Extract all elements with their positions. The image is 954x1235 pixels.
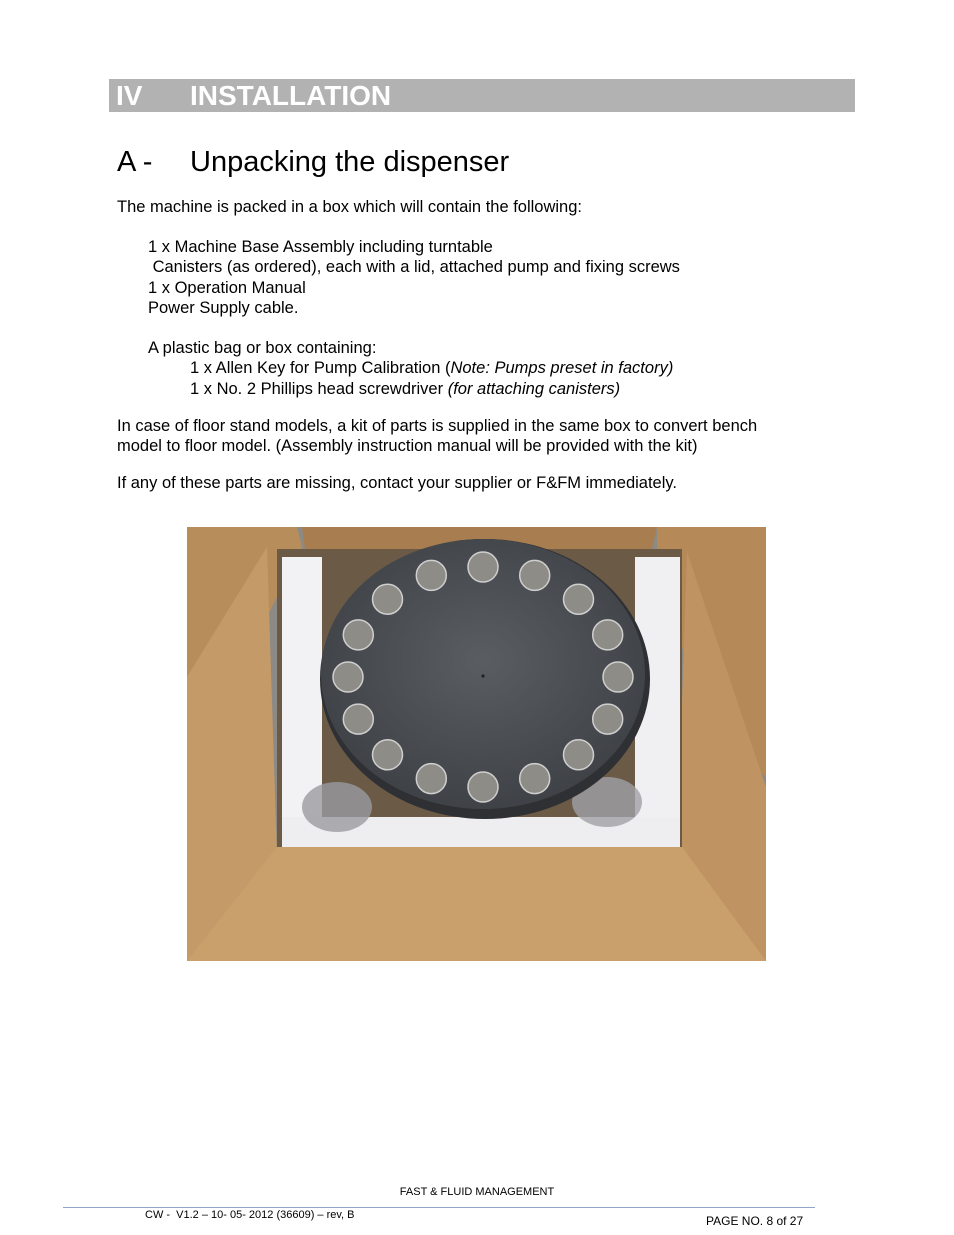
canister-hole	[373, 584, 403, 614]
contents-item: Canisters (as ordered), each with a lid, attached pump and fixing screws	[148, 258, 680, 276]
unpacking-photo	[187, 527, 766, 961]
section-title: INSTALLATION	[190, 80, 392, 111]
subsection-number: A -	[117, 146, 153, 178]
bag-item-note: (for attaching canisters)	[447, 380, 621, 398]
bag-item	[190, 379, 620, 399]
canister-hole	[343, 704, 373, 734]
missing-parts-note: If any of these parts are missing, contact your supplier or F&FM immediately.	[117, 474, 677, 492]
bag-item-text: 1 x No. 2 Phillips head screwdriver	[190, 380, 448, 398]
canister-hole	[564, 740, 594, 770]
canister-hole	[593, 620, 623, 650]
canister-hole	[333, 662, 363, 692]
floor-stand-text: model to floor model. (Assembly instruction manual will be provided with the kit)	[117, 437, 698, 455]
canister-hole	[468, 772, 498, 802]
bag-heading: A plastic bag or box containing:	[148, 339, 377, 357]
footer-page-number: PAGE NO. 8 of 27	[706, 1214, 804, 1228]
bag-item	[190, 358, 673, 378]
section-number: IV	[116, 80, 143, 111]
canister-hole	[468, 552, 498, 582]
canister-hole	[593, 704, 623, 734]
subsection-title: Unpacking the dispenser	[190, 146, 510, 178]
bag-item-text: 1 x Allen Key for Pump Calibration (	[190, 359, 451, 377]
canister-hole	[520, 560, 550, 590]
bubble-wrap	[302, 782, 372, 832]
floor-stand-text: In case of floor stand models, a kit of parts is supplied in the same box to convert bench	[117, 417, 758, 435]
footer-revision: CW - V1.2 – 10- 05- 2012 (36609) – rev, B	[145, 1209, 355, 1221]
turntable-center	[481, 674, 484, 677]
canister-hole	[343, 620, 373, 650]
canister-hole	[416, 764, 446, 794]
contents-item: 1 x Machine Base Assembly including turntable	[148, 238, 493, 256]
contents-item: Power Supply cable.	[148, 299, 299, 317]
canister-hole	[520, 764, 550, 794]
canister-hole	[603, 662, 633, 692]
contents-item: 1 x Operation Manual	[148, 279, 306, 297]
footer-company: FAST & FLUID MANAGEMENT	[399, 1186, 555, 1198]
bag-item-note: Note: Pumps preset in factory)	[450, 359, 674, 377]
box-wall-front	[187, 847, 766, 961]
canister-hole	[373, 740, 403, 770]
canister-hole	[416, 560, 446, 590]
intro-text: The machine is packed in a box which will contain the following:	[117, 198, 582, 216]
canister-hole	[564, 584, 594, 614]
